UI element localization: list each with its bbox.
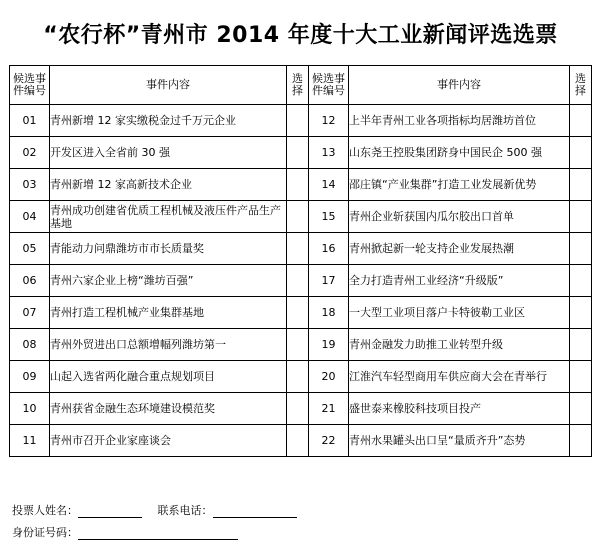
event-content-left: 青州新增 12 家高新技术企业 [50,169,287,201]
event-content-right: 盛世泰来橡胶科技项目投产 [349,393,570,425]
table-row [10,297,592,329]
event-number-right: 22 [309,425,349,457]
event-content-left: 青州打造工程机械产业集群基地 [50,297,287,329]
event-content-left: 开发区进入全省前 30 强 [50,137,287,169]
event-number-left: 08 [10,329,50,361]
phone-label: 联系电话： [157,504,213,517]
select-cell-right[interactable] [570,361,592,393]
event-content-left: 青能动力问鼎潍坊市市长质量奖 [50,233,287,265]
phone-field[interactable] [213,506,297,518]
event-content-left: 青州成功创建省优质工程机械及液压件产品生产基地 [50,201,287,233]
event-number-left: 01 [10,105,50,137]
table-row [10,361,592,393]
select-cell-right[interactable] [570,137,592,169]
table-header-row [10,66,592,105]
event-content-right: 青州水果罐头出口呈“量质齐升”态势 [349,425,570,457]
select-cell-right[interactable] [570,425,592,457]
event-content-right: 江淮汽车轻型商用车供应商大会在青举行 [349,361,570,393]
event-number-right: 15 [309,201,349,233]
ballot-table [9,65,592,457]
select-cell-right[interactable] [570,329,592,361]
table-row [10,425,592,457]
header-code-right: 候选事件编号 [309,66,349,105]
voter-name-label: 投票人姓名： [12,504,78,517]
id-number-label: 身份证号码： [12,526,78,539]
id-number-field[interactable] [78,528,238,540]
table-row [10,105,592,137]
select-cell-left[interactable] [287,233,309,265]
header-select-left: 选择 [287,66,309,105]
event-content-right: 山东尧王控股集团跻身中国民企 500 强 [349,137,570,169]
event-content-right: 一大型工业项目落户卡特彼勒工业区 [349,297,570,329]
event-content-left: 青州六家企业上榜“潍坊百强” [50,265,287,297]
select-cell-right[interactable] [570,233,592,265]
select-cell-right[interactable] [570,297,592,329]
event-number-left: 05 [10,233,50,265]
event-number-right: 18 [309,297,349,329]
header-select-right: 选择 [570,66,592,105]
event-number-right: 16 [309,233,349,265]
event-number-left: 09 [10,361,50,393]
header-content-left: 事件内容 [50,66,287,105]
voter-row [12,502,297,518]
id-row [12,524,238,540]
table-row [10,169,592,201]
select-cell-left[interactable] [287,393,309,425]
select-cell-left[interactable] [287,297,309,329]
header-content-right: 事件内容 [349,66,570,105]
event-content-right: 全力打造青州工业经济“升级版” [349,265,570,297]
table-row [10,201,592,233]
event-number-left: 07 [10,297,50,329]
event-content-left: 青州获省金融生态环境建设模范奖 [50,393,287,425]
select-cell-left[interactable] [287,265,309,297]
event-content-left: 青州新增 12 家实缴税金过千万元企业 [50,105,287,137]
header-code-left: 候选事件编号 [10,66,50,105]
event-number-left: 10 [10,393,50,425]
event-number-left: 02 [10,137,50,169]
table-row [10,265,592,297]
event-number-right: 12 [309,105,349,137]
select-cell-right[interactable] [570,105,592,137]
event-number-right: 20 [309,361,349,393]
select-cell-right[interactable] [570,265,592,297]
voter-name-field[interactable] [78,506,142,518]
ballot-title: “农行杯”青州市 2014 年度十大工业新闻评选选票 [43,23,558,48]
event-number-right: 14 [309,169,349,201]
event-number-left: 06 [10,265,50,297]
event-content-right: 邵庄镇“产业集群”打造工业发展新优势 [349,169,570,201]
select-cell-left[interactable] [287,105,309,137]
event-number-left: 11 [10,425,50,457]
select-cell-right[interactable] [570,169,592,201]
event-number-right: 17 [309,265,349,297]
event-content-left: 青州外贸进出口总额增幅列潍坊第一 [50,329,287,361]
event-content-right: 青州掀起新一轮支持企业发展热潮 [349,233,570,265]
table-row [10,233,592,265]
select-cell-right[interactable] [570,393,592,425]
event-content-left: 山起入选省两化融合重点规划项目 [50,361,287,393]
event-number-right: 19 [309,329,349,361]
table-row [10,329,592,361]
select-cell-left[interactable] [287,201,309,233]
select-cell-left[interactable] [287,329,309,361]
event-number-left: 04 [10,201,50,233]
select-cell-left[interactable] [287,169,309,201]
event-number-right: 13 [309,137,349,169]
event-content-left: 青州市召开企业家座谈会 [50,425,287,457]
event-content-right: 上半年青州工业各项指标均居潍坊首位 [349,105,570,137]
select-cell-left[interactable] [287,361,309,393]
table-row [10,137,592,169]
event-content-right: 青州金融发力助推工业转型升级 [349,329,570,361]
event-content-right: 青州企业斩获国内瓜尔胶出口首单 [349,201,570,233]
select-cell-left[interactable] [287,137,309,169]
event-number-left: 03 [10,169,50,201]
event-number-right: 21 [309,393,349,425]
table-row [10,393,592,425]
select-cell-left[interactable] [287,425,309,457]
select-cell-right[interactable] [570,201,592,233]
